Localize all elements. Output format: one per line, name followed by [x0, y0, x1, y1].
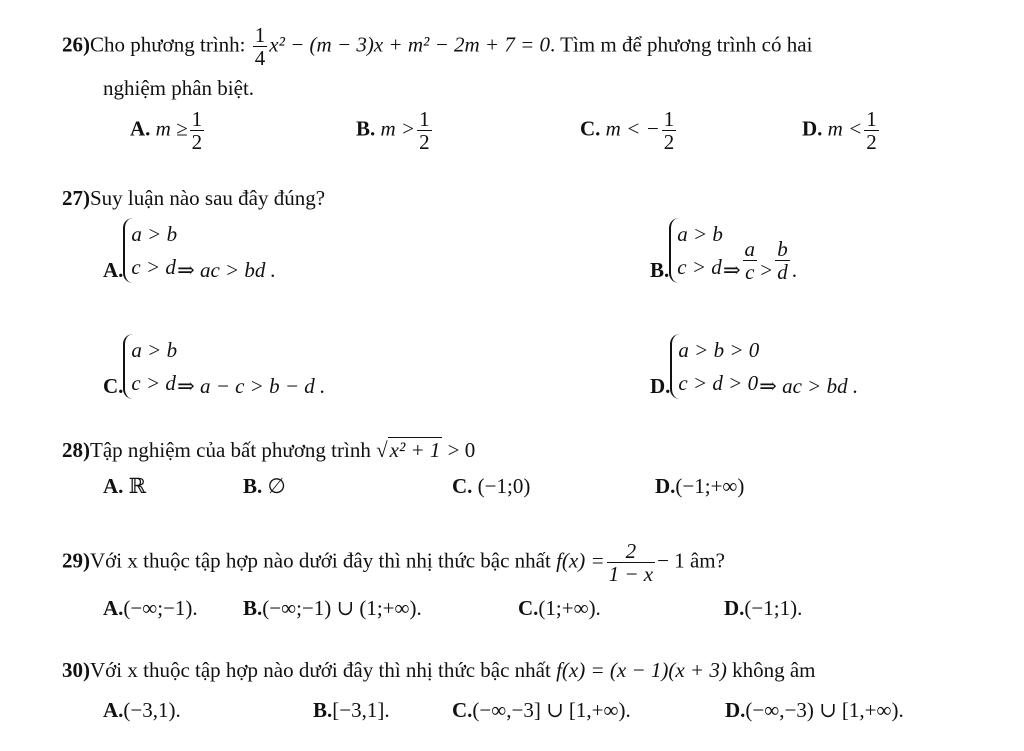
q28-option-d: D.(−1;+∞) — [655, 474, 745, 498]
q26-tail: . Tìm m để phương trình có hai — [550, 32, 813, 57]
q28-option-c: C. (−1;0) — [452, 474, 531, 498]
q30-option-b: B.[−3,1]. — [313, 698, 390, 722]
q28-line: 28)Tập nghiệm của bất phương trình √x² + 1 > 0 — [62, 438, 476, 462]
q29-option-d: D.(−1;1). — [724, 596, 803, 620]
q30-option-c: C.(−∞,−3] ∪ [1,+∞). — [452, 698, 631, 722]
q26-option-d: D. m < $\frac{1}{2}$ — [802, 107, 877, 155]
q26-number: 26) — [62, 32, 90, 57]
q28-option-a: A. ℝ — [103, 474, 147, 498]
q26-line1 — [62, 24, 812, 69]
q30-option-d: D.(−∞,−3) ∪ [1,+∞). — [725, 698, 904, 722]
q29-option-b: B.(−∞;−1) ∪ (1;+∞). — [243, 596, 422, 620]
q29-option-c: C.(1;+∞). — [518, 596, 601, 620]
q26-option-b: B. m > $\frac{1}{2}$ — [356, 107, 430, 155]
q27-line: 27)Suy luận nào sau đây đúng? — [62, 186, 326, 210]
q30-option-a: A.(−3,1). — [103, 698, 181, 722]
q29-option-a: A.(−∞;−1). — [103, 596, 198, 620]
q26-lead: Cho phương trình: — [90, 32, 246, 57]
q27-option-b: B.a > b c > d⇒ $\frac{a}{c}$ > $\frac{b}{d}$ . — [650, 218, 797, 283]
q28-radicand: x² + 1 — [389, 438, 441, 462]
q29-line: 29)Với x thuộc tập hợp nào dưới đây thì nhị thức bậc nhất f(x) = $\frac{2}{1 - x}$ − 1 âm? — [62, 539, 725, 587]
q27-option-d: D.a > b > 0 c > d > 0⇒ ac > bd . — [650, 334, 858, 399]
q26-option-a: A. m ≥ $\frac{1}{2}$ — [130, 107, 203, 155]
q27-option-c: C.a > b c > d⇒ a − c > b − d . — [103, 334, 325, 399]
q27-option-a: A.a > b c > d⇒ ac > bd . — [103, 218, 276, 283]
q26-option-c: C. m < − $\frac{1}{2}$ — [580, 107, 675, 155]
q28-option-b: B. ∅ — [243, 474, 286, 498]
q30-line: 30)Với x thuộc tập hợp nào dưới đây thì nhị thức bậc nhất f(x) = (x − 1)(x + 3) không âm — [62, 658, 816, 682]
q26-line2: nghiệm phân biệt. — [103, 76, 255, 100]
q26-equation: x² − (m − 3)x + m² − 2m + 7 = 0 — [269, 32, 550, 57]
q26-eq-fraction: $\frac{1}{4}$ — [254, 23, 266, 71]
